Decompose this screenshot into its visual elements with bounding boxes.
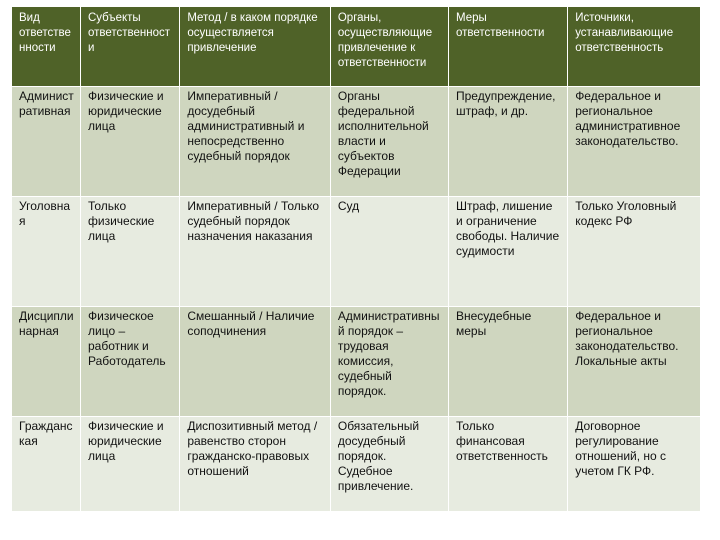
table-header-row [12, 7, 701, 87]
cell-subjects: Физические и юридические лица [81, 417, 180, 512]
header-liability-type: Вид ответственности [12, 7, 81, 87]
table-row [12, 197, 701, 307]
cell-subjects: Физическое лицо – работник и Работодатель [81, 307, 180, 417]
cell-authorities: Суд [330, 197, 448, 307]
cell-sources: Федеральное и региональное законодательство. Локальные акты [568, 307, 701, 417]
table-row [12, 87, 701, 197]
cell-method: Смешанный / Наличие соподчинения [180, 307, 331, 417]
cell-subjects: Физические и юридические лица [81, 87, 180, 197]
cell-liability-type: Административная [12, 87, 81, 197]
cell-measures: Внесудебные меры [449, 307, 568, 417]
header-method: Метод / в каком порядке осуществляется привлечение [180, 7, 331, 87]
cell-liability-type: Дисциплинарная [12, 307, 81, 417]
cell-sources: Только Уголовный кодекс РФ [568, 197, 701, 307]
header-sources: Источники, устанавливающие ответственность [568, 7, 701, 87]
table-row [12, 307, 701, 417]
cell-measures: Только финансовая ответственность [449, 417, 568, 512]
cell-measures: Предупреждение, штраф, и др. [449, 87, 568, 197]
cell-authorities: Органы федеральной исполнительной власти и субъектов Федерации [330, 87, 448, 197]
header-authorities: Органы, осуществляющие привлечение к ответственности [330, 7, 448, 87]
cell-liability-type: Уголовная [12, 197, 81, 307]
responsibility-table [11, 6, 701, 512]
cell-sources: Договорное регулирование отношений, но с учетом ГК РФ. [568, 417, 701, 512]
header-measures: Меры ответственности [449, 7, 568, 87]
cell-method: Императивный / Только судебный порядок назначения наказания [180, 197, 331, 307]
cell-authorities: Административный порядок – трудовая комиссия, судебный порядок. [330, 307, 448, 417]
cell-method: Императивный / досудебный административный и непосредственно судебный порядок [180, 87, 331, 197]
cell-measures: Штраф, лишение и ограничение свободы. Наличие судимости [449, 197, 568, 307]
cell-sources: Федеральное и региональное административное законодательство. [568, 87, 701, 197]
cell-liability-type: Гражданская [12, 417, 81, 512]
table-row [12, 417, 701, 512]
cell-subjects: Только физические лица [81, 197, 180, 307]
cell-method: Диспозитивный метод / равенство сторон гражданско-правовых отношений [180, 417, 331, 512]
cell-authorities: Обязательный досудебный порядок. Судебное привлечение. [330, 417, 448, 512]
header-subjects: Субъекты ответственности [81, 7, 180, 87]
